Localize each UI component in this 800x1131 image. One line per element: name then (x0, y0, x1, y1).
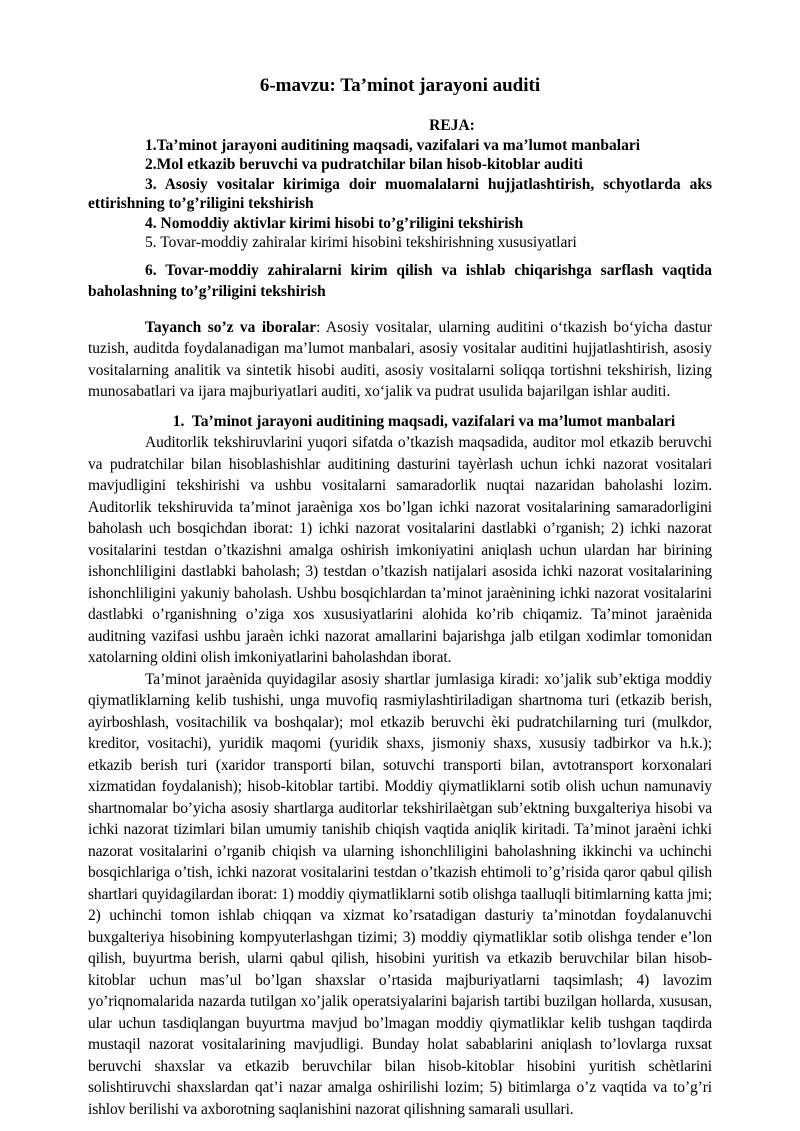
keywords-label: Tayanch so’z va iboralar (145, 318, 317, 336)
plan-heading: REJA: (429, 117, 475, 134)
section-heading: 1. Ta’minot jarayoni auditining maqsadi, vazifalari va ma’lumot manbalari (172, 412, 676, 430)
plan-item-2: 2.Mol etkazib beruvchi va pudratchilar bilan hisob-kitoblar auditi (145, 156, 583, 173)
plan-item-4: 4. Nomoddiy aktivlar kirimi hisobi to’g’riligini tekshirish (145, 214, 524, 232)
plan-item-1: 1.Ta’minot jarayoni auditining maqsadi, vazifalari va ma’lumot manbalari (145, 136, 641, 154)
plan-item-6: 6. Tovar-moddiy zahiralarni kirim qilish va ishlab chiqarishga sarflash vaqtida baholashning to’g’riligini tekshirish (88, 261, 712, 300)
page-title: 6-mavzu: Ta’minot jarayoni auditi (259, 75, 541, 96)
keywords-paragraph (88, 317, 712, 403)
plan-item-3: 3. Asosiy vositalar kirimiga doir muomalalarni hujjatlashtirish, schyotlarda aks ettirishning to’g’riligini tekshirish (88, 175, 712, 212)
plan-item-5: 5. Tovar-moddiy zahiralar kirimi hisobini tekshirishning xususiyatlari (145, 234, 577, 251)
body-paragraph-2: Ta’minot jaraènida quyidagilar asosiy shartlar jumlasiga kiradi: xo’jalik sub’ektiga moddiy qiymatliklarning kelib tushishi, unga muvofiq rasmiylashtiriladigan shartnoma turi (etkazib berish, ayirboshlash, vositachilik va boshqalar); mol etkazib beruvchi èki pudratchilarning turi (mulkdor, kreditor, vositachi), yuridik maqomi (yuridik shaxs, jismoniy shaxs, xususiy tadbirkor va h.k.); etkazib berish turi (xaridor transporti bilan, sotuvchi transporti bilan, avtotransport korxonalari xizmatidan foydalanish); hisob-kitoblar tartibi. Moddiy qiymatliklarni sotib olish uchun namunaviy shartnomalar bo’yicha asosiy shartlarga auditorlar tekshirilaètgan sub’ektning buxgalteriya hisobi va ichki nazorat tizimlari bilan umumiy tanishib chiqish vaqtida aniqlik kiritadi. Ta’minot jaraèni ichki nazorat vositalarini o’rganib chiqish va ularning ishonchliligini baholashning ikkinchi va uchinchi bosqichlariga o’tish, ichki nazorat vositalarini testdan o’tkazish ehtimoli to’g’risida qaror qabul qilish shartlari quyidagilardan iborat: 1) moddiy qiymatliklarni sotib olishga taalluqli bitimlarning katta jmi; 2) uchinchi tomon ishlab chiqqan va xizmat ko’rsatadigan dasturiy ta’minotdan foydalanuvchi buxgalteriya hisobining kompyuterlashgan tizimi; 3) moddiy qiymatliklar sotib olishga tender e’lon qilish, buyurtma berish, ularni qabul qilish, hisobini yuritish va etkazib beruvchilar bilan hisob-kitoblar uchun mas’ul bo’lgan shaxslar o’rtasida majburiyatlarni taqsimlash; 4) lavozim yo’riqnomalarida nazarda tutilgan xo’jalik operatsiyalarini bajarish tartibi buzilgan hollarda, xususan, ular uchun tasdiqlangan buyurtma mavjud bo’lmagan moddiy qiymatliklar kelib tushgan taqdirda mustaqil nazorat vositalarining mavjudligi. Bunday holat sabablarini aniqlash to’lovlarga ruxsat beruvchi shaxslar va etkazib beruvchilar bilan hisob-kitoblar hisobini yuritish schètlarini solishtiruvchi shaxslardan qat’i nazar amalga oshirilishi lozim; 5) bitimlarga o’z vaqtida va to’g’ri ishlov berilishi va axborotning saqlanishini nazorat qilishning samarali usullari. (88, 670, 712, 1118)
keywords-text: : Asosiy vositalar, ularning auditini o‘tkazish bo‘yicha dastur tuzish, auditda foydalanadigan ma’lumot manbalari, asosiy vositalar auditini hujjatlashtirish, asosiy vositalarning analitik va sintetik hisobi auditi, asosiy vositalarni soliqqa tortishni tekshirish, lizing munosabatlari va ijara majburiyatlari auditi, xo‘jalik va pudrat usulida bajarilgan ishlar auditi. (88, 318, 712, 400)
body-paragraph-1: Auditorlik tekshiruvlarini yuqori sifatda o’tkazish maqsadida, auditor mol etkazib beruvchi va pudratchilar bilan hisoblashishlar auditining dasturini tayèrlash uchun ichki nazorat vositalari mavjudligini tekshirishi va ushbu vositalarni samaradorlik nuqtai nazaridan baholashi lozim. Auditorlik tekshiruvida ta’minot jaraèniga xos bo’lgan ichki nazorat vositalarining samaradorligini baholash uch bosqichdan iborat: 1) ichki nazorat vositalarini dastlabki o’rganish; 2) ichki nazorat vositalarini testdan o’tkazishni amalga oshirish imkoniyatini aniqlash uchun ulardan har birining ishonchliligini dastlabki baholash; 3) testdan o’tkazish natijalari asosida ichki nazorat vositalarining ishonchliligini yakuniy baholash. Ushbu bosqichlardan ta’minot jaraènining ichki nazorat vositalarini dastlabki o’rganishning o’ziga xos xususiyatlarini alohida ko’rib chiqamiz. Ta’minot jaraènida auditning vazifasi ushbu jaraèn ichki nazorat amallarini bajarishga jalb etilgan xodimlar tomonidan xatolarning oldini olish imkoniyatlarini baholashdan iborat. (88, 434, 712, 666)
